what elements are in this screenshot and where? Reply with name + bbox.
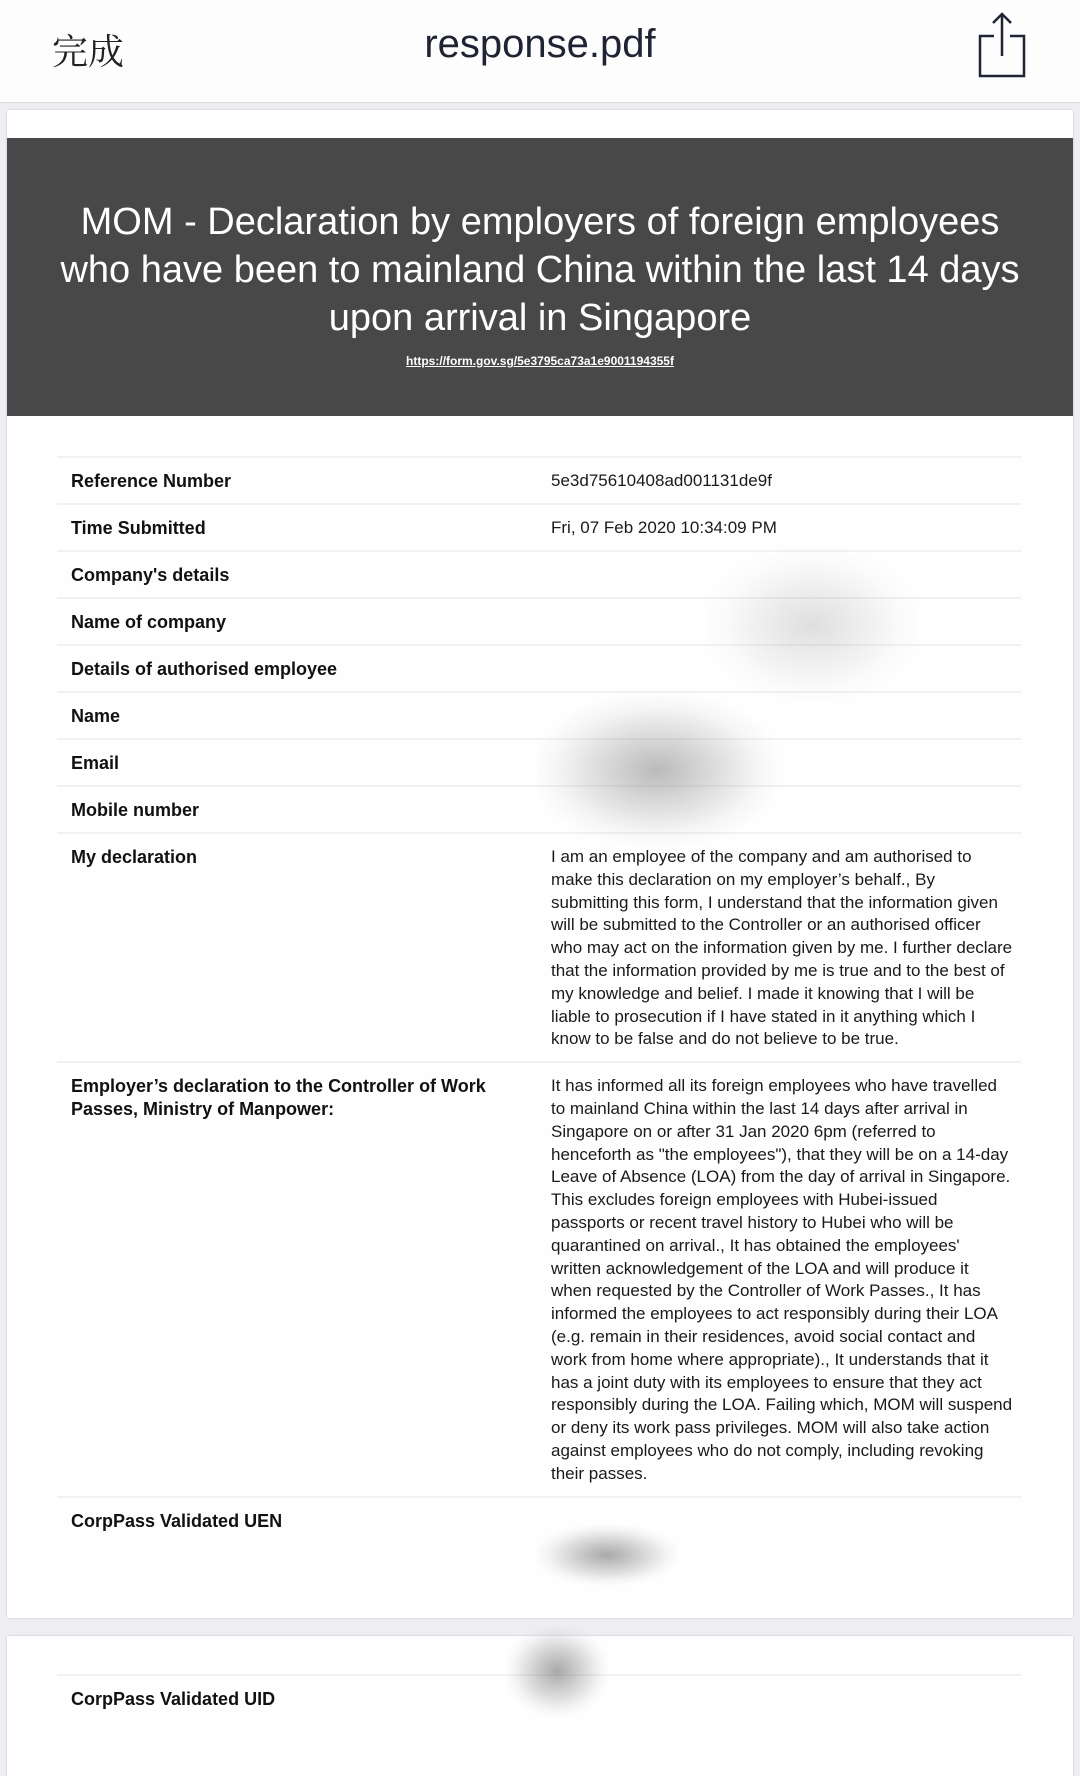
field-label: Employer’s declaration to the Controller of Work Passes, Ministry of Manpower:	[71, 1076, 486, 1120]
share-button[interactable]	[976, 10, 1028, 80]
redaction-mark	[707, 550, 917, 700]
field-label: Time Submitted	[71, 518, 206, 538]
redaction-mark	[537, 695, 777, 845]
redaction-mark	[537, 1525, 677, 1585]
field-label: Name of company	[71, 612, 227, 632]
table-row	[57, 456, 1021, 503]
document-title: response.pdf	[424, 22, 656, 66]
section-label: Company's details	[71, 565, 230, 585]
field-value: Fri, 07 Feb 2020 10:34:09 PM	[551, 518, 777, 537]
table-row	[57, 503, 1021, 550]
form-title: MOM - Declaration by employers of foreign employees who have been to mainland China within the last 14 days upon arrival in Singapore	[60, 201, 1020, 339]
field-label: My declaration	[71, 847, 198, 867]
field-label: Email	[71, 753, 120, 773]
table-row	[57, 1061, 1021, 1495]
pdf-page-2	[7, 1636, 1073, 1776]
field-label: CorpPass Validated UID	[71, 1689, 276, 1709]
field-label: Reference Number	[71, 471, 232, 491]
share-icon	[976, 10, 1028, 80]
redacted-value	[551, 1688, 1021, 1728]
table-row	[57, 832, 1021, 1061]
redaction-mark	[507, 1626, 607, 1716]
pdf-page-1	[7, 110, 1073, 1618]
field-label: Name	[71, 706, 121, 726]
form-header-banner	[7, 138, 1073, 416]
field-label: CorpPass Validated UEN	[71, 1510, 283, 1531]
section-label: Details of authorised employee	[71, 659, 338, 679]
form-link[interactable]: https://form.gov.sg/5e3795ca73a1e9001194355f	[406, 354, 674, 368]
done-button[interactable]: 完成	[52, 32, 125, 73]
navigation-bar	[0, 0, 1080, 103]
field-label: Mobile number	[71, 800, 200, 820]
declaration-text: I am an employee of the company and am authorised to make this declaration on my employer’s behalf., By submitting this form, I understand that the information given will be submitted to the Controller or an authorised officer who may act on the information given by me. I further declare that the information provided by me is true and to the best of my knowledge and belief. I made it knowing that I will be liable to prosecution if I have stated in it anything which I know to be false and do not believe to be true.	[551, 847, 1013, 1049]
employer-declaration-text: It has informed all its foreign employees who have travelled to mainland China within the last 14 days after arrival in Singapore on or after 31 Jan 2020 6pm (referred to henceforth as "the employees"), that they will be on a 14-day Leave of Absence (LOA) from the day of arrival in Singapore. This excludes foreign employees with Hubei-issued passports or recent travel history to Hubei who will be quarantined on arrival., It has obtained the employees' written acknowledgement of the LOA and will produce it when requested by the Controller of Work Passes., It has informed the employees to act responsibly during their LOA (e.g. remain in their residences, avoid social contact and work from home where appropriate)., It understands that it has a joint duty with its employees to ensure that they act responsibly during the LOA. Failing which, MOM will suspend or deny its work pass privileges. MOM will also take action against employees who do not comply, including revoking their passes.	[551, 1076, 1013, 1483]
field-value: 5e3d75610408ad001131de9f	[551, 471, 772, 490]
